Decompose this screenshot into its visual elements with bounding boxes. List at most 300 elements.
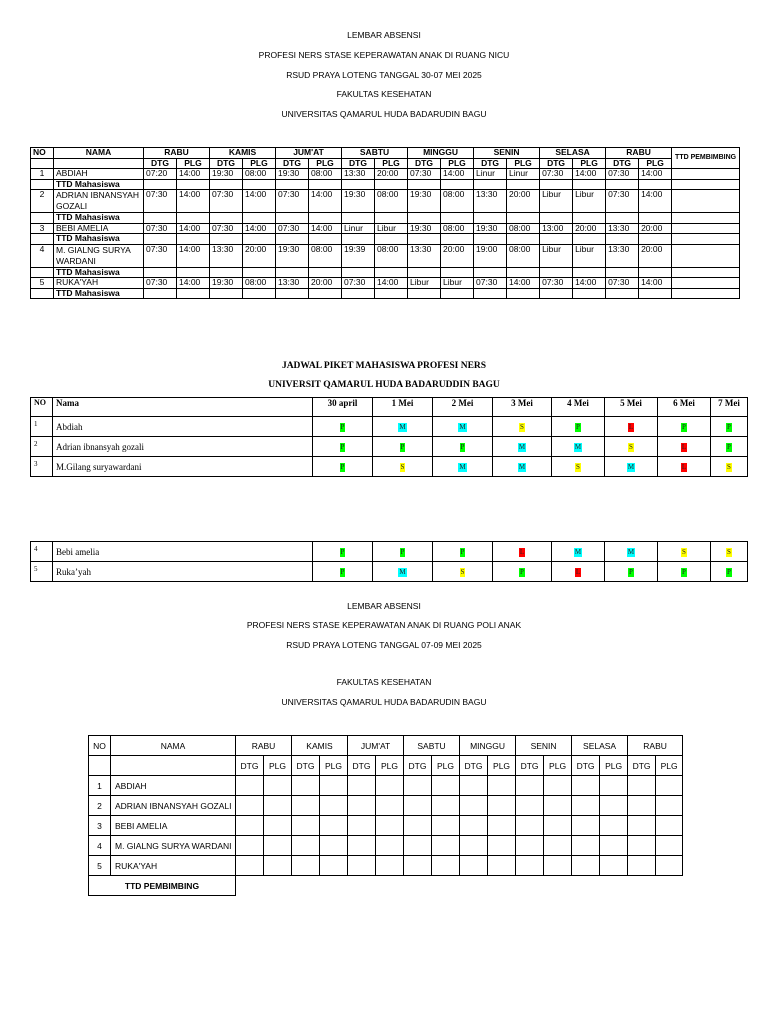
time-cell	[264, 776, 292, 796]
time-cell: 14:00	[309, 223, 342, 234]
shift-marker: P	[340, 548, 345, 556]
table-row	[31, 223, 740, 234]
shift-marker: M	[399, 568, 406, 576]
time-cell	[376, 816, 404, 836]
time-cell	[376, 836, 404, 856]
signature-cell	[210, 179, 243, 190]
signature-cell	[243, 288, 276, 299]
time-cell: 08:00	[507, 223, 540, 234]
time-cell	[376, 776, 404, 796]
shift-marker: S	[682, 548, 686, 556]
time-cell: 07:30	[276, 223, 309, 234]
plg-header: PLG	[573, 158, 606, 169]
signature-cell	[441, 288, 474, 299]
time-cell: 14:00	[573, 169, 606, 180]
shift-cell	[373, 457, 433, 477]
shift-marker: M	[627, 463, 635, 471]
shift-marker: P	[340, 423, 345, 431]
time-cell: 20:00	[375, 169, 408, 180]
shift-marker: L	[628, 423, 634, 431]
col-no-header: NO	[31, 148, 54, 159]
time-cell: 14:00	[507, 278, 540, 289]
shift-marker: P	[340, 568, 345, 576]
time-cell	[600, 856, 628, 876]
time-cell: Linur	[342, 223, 375, 234]
ttd-mahasiswa-label: TTD Mahasiswa	[54, 288, 144, 299]
col-no-header: NO	[89, 736, 111, 756]
time-cell: 14:00	[441, 169, 474, 180]
time-cell: 07:30	[606, 278, 639, 289]
signature-cell	[375, 213, 408, 224]
time-cell: 19:30	[408, 190, 441, 213]
shift-marker: S	[727, 548, 731, 556]
signature-cell	[573, 179, 606, 190]
signature-cell	[276, 267, 309, 278]
time-cell	[292, 836, 320, 856]
time-cell: 14:00	[177, 169, 210, 180]
signature-cell	[243, 213, 276, 224]
shift-cell	[711, 417, 748, 437]
time-cell	[320, 816, 348, 836]
time-cell	[488, 796, 516, 816]
date-header: 7 Mei	[711, 398, 748, 417]
time-cell: 20:00	[441, 244, 474, 267]
shift-cell	[313, 437, 373, 457]
time-cell: 14:00	[177, 223, 210, 234]
dtg-header: DTG	[144, 158, 177, 169]
student-name: ABDIAH	[111, 776, 236, 796]
blank-cell	[31, 213, 54, 224]
time-cell	[404, 856, 432, 876]
time-cell: 19:39	[342, 244, 375, 267]
footer-row	[89, 876, 683, 896]
time-cell: 07:30	[144, 244, 177, 267]
time-cell	[236, 816, 264, 836]
shift-cell	[552, 562, 605, 582]
time-cell	[348, 816, 376, 836]
col-name-header: NAMA	[111, 736, 236, 756]
shift-marker: S	[629, 443, 633, 451]
time-cell: 19:30	[342, 190, 375, 213]
signature-cell	[144, 267, 177, 278]
time-cell: Libur	[441, 278, 474, 289]
shift-marker: P	[520, 568, 524, 576]
table-row	[31, 542, 748, 562]
shift-marker: L	[575, 568, 581, 576]
shift-marker: P	[682, 423, 686, 431]
signature-cell	[507, 213, 540, 224]
signature-cell	[375, 179, 408, 190]
shift-cell	[711, 542, 748, 562]
time-cell: 14:00	[309, 190, 342, 213]
signature-cell	[144, 213, 177, 224]
time-cell	[460, 836, 488, 856]
time-cell: 14:00	[177, 278, 210, 289]
signature-cell	[309, 213, 342, 224]
time-cell: 07:30	[606, 190, 639, 213]
row-number: 5	[89, 856, 111, 876]
time-cell	[488, 856, 516, 876]
signature-cell	[639, 234, 672, 245]
signature-cell	[606, 288, 639, 299]
time-cell: 07:30	[144, 278, 177, 289]
shift-cell	[711, 457, 748, 477]
ttd-row	[31, 179, 740, 190]
shift-marker: M	[399, 423, 406, 431]
time-cell: 13:30	[342, 169, 375, 180]
time-cell	[460, 816, 488, 836]
time-cell	[460, 796, 488, 816]
student-name: BEBI AMELIA	[111, 816, 236, 836]
time-cell: 08:00	[375, 244, 408, 267]
time-cell	[628, 796, 656, 816]
signature-cell	[672, 213, 740, 224]
time-cell: 08:00	[243, 169, 276, 180]
signature-cell	[243, 234, 276, 245]
poli-title-4: FAKULTAS KESEHATAN	[336, 677, 432, 687]
table-row	[89, 776, 683, 796]
signature-cell	[672, 288, 740, 299]
signature-cell	[408, 179, 441, 190]
signature-cell	[309, 288, 342, 299]
ttd-mahasiswa-label: TTD Mahasiswa	[54, 267, 144, 278]
signature-cell	[672, 190, 740, 213]
shift-cell	[313, 562, 373, 582]
poli-title-3: RSUD PRAYA LOTENG TANGGAL 07-09 MEI 2025	[286, 640, 482, 650]
time-cell: 08:00	[309, 169, 342, 180]
dtg-header: DTG	[210, 158, 243, 169]
shift-marker: S	[460, 568, 465, 576]
signature-cell	[441, 179, 474, 190]
time-cell	[376, 796, 404, 816]
time-cell	[432, 816, 460, 836]
time-cell	[572, 796, 600, 816]
shift-cell	[373, 542, 433, 562]
time-cell: 07:30	[210, 190, 243, 213]
signature-cell	[276, 234, 309, 245]
plg-header: PLG	[243, 158, 276, 169]
time-cell: 20:00	[309, 278, 342, 289]
signature-cell	[144, 234, 177, 245]
date-header: 1 Mei	[373, 398, 433, 417]
dtg-header: DTG	[460, 756, 488, 776]
shift-marker: P	[727, 443, 731, 451]
time-cell: 20:00	[639, 244, 672, 267]
shift-cell	[493, 457, 552, 477]
time-cell	[292, 776, 320, 796]
row-number: 1	[31, 417, 53, 437]
time-cell	[376, 856, 404, 876]
shift-cell	[552, 542, 605, 562]
time-cell	[264, 856, 292, 876]
plg-header: PLG	[656, 756, 683, 776]
time-cell: 14:00	[375, 278, 408, 289]
shift-cell	[373, 562, 433, 582]
time-cell	[264, 836, 292, 856]
signature-cell	[507, 267, 540, 278]
time-cell: 20:00	[243, 244, 276, 267]
signature-cell	[408, 234, 441, 245]
dtg-header: DTG	[572, 756, 600, 776]
ttd-row	[31, 288, 740, 299]
row-number: 4	[89, 836, 111, 856]
time-cell: 19:30	[276, 169, 309, 180]
time-cell: 07:20	[144, 169, 177, 180]
time-cell	[572, 816, 600, 836]
nicu-title-1: LEMBAR ABSENSI	[347, 30, 421, 40]
time-cell	[348, 776, 376, 796]
signature-cell	[276, 288, 309, 299]
signature-cell	[507, 288, 540, 299]
shift-cell	[373, 437, 433, 457]
signature-cell	[177, 179, 210, 190]
dtg-header: DTG	[342, 158, 375, 169]
student-name: Adrian ibnansyah gozali	[53, 437, 313, 457]
time-cell: 19:30	[474, 223, 507, 234]
shift-marker: L	[519, 548, 525, 556]
day-header: SABTU	[404, 736, 460, 756]
dtg-header: DTG	[628, 756, 656, 776]
time-cell	[404, 816, 432, 836]
dtg-header: DTG	[276, 158, 309, 169]
signature-cell	[144, 288, 177, 299]
student-name: M. GIALNG SURYA WARDANI	[54, 244, 144, 267]
piket-schedule-table-continued	[30, 541, 748, 582]
signature-cell	[309, 179, 342, 190]
time-cell	[264, 816, 292, 836]
time-cell: 14:00	[639, 169, 672, 180]
time-cell	[656, 796, 683, 816]
shift-marker: S	[520, 423, 524, 431]
plg-header: PLG	[639, 158, 672, 169]
time-cell: 07:30	[342, 278, 375, 289]
time-cell: 14:00	[639, 278, 672, 289]
shift-cell	[433, 457, 493, 477]
time-cell: Linur	[474, 169, 507, 180]
nicu-title-5: UNIVERSITAS QAMARUL HUDA BADARUDIN BAGU	[281, 109, 487, 119]
plg-header: PLG	[507, 158, 540, 169]
time-cell: 07:30	[276, 190, 309, 213]
nicu-title-3: RSUD PRAYA LOTENG TANGGAL 30-07 MEI 2025	[286, 70, 482, 80]
time-cell	[488, 816, 516, 836]
table-row	[31, 169, 740, 180]
signature-cell	[177, 267, 210, 278]
signature-cell	[342, 267, 375, 278]
time-cell: 07:30	[474, 278, 507, 289]
poli-title-5: UNIVERSITAS QAMARUL HUDA BADARUDIN BAGU	[281, 697, 487, 707]
signature-cell	[342, 213, 375, 224]
time-cell	[320, 776, 348, 796]
time-cell	[236, 796, 264, 816]
plg-header: PLG	[488, 756, 516, 776]
time-cell: Libur	[408, 278, 441, 289]
time-cell	[432, 836, 460, 856]
plg-header: PLG	[309, 158, 342, 169]
date-header: 5 Mei	[605, 398, 658, 417]
signature-cell	[606, 213, 639, 224]
signature-cell	[177, 288, 210, 299]
time-cell	[628, 836, 656, 856]
time-cell	[264, 796, 292, 816]
time-cell: 20:00	[639, 223, 672, 234]
time-cell	[656, 776, 683, 796]
student-name: M.Gilang suryawardani	[53, 457, 313, 477]
time-cell	[628, 776, 656, 796]
time-cell: 07:30	[408, 169, 441, 180]
time-cell	[544, 816, 572, 836]
time-cell	[572, 856, 600, 876]
shift-cell	[605, 437, 658, 457]
time-cell: 08:00	[441, 223, 474, 234]
time-cell	[432, 856, 460, 876]
date-header: 4 Mei	[552, 398, 605, 417]
dtg-header: DTG	[348, 756, 376, 776]
plg-header: PLG	[320, 756, 348, 776]
date-header: 30 april	[313, 398, 373, 417]
time-cell	[432, 796, 460, 816]
signature-cell	[672, 234, 740, 245]
time-cell: 07:30	[144, 223, 177, 234]
ttd-mahasiswa-label: TTD Mahasiswa	[54, 213, 144, 224]
student-name: ADRIAN IBNANSYAH GOZALI	[54, 190, 144, 213]
day-header: RABU	[236, 736, 292, 756]
signature-cell	[540, 234, 573, 245]
shift-marker: P	[460, 443, 465, 451]
shift-marker: P	[400, 443, 405, 451]
signature-cell	[342, 179, 375, 190]
plg-header: PLG	[375, 158, 408, 169]
ttd-mahasiswa-label: TTD Mahasiswa	[54, 234, 144, 245]
shift-cell	[493, 562, 552, 582]
time-cell	[460, 856, 488, 876]
student-name: RUKA'YAH	[111, 856, 236, 876]
time-cell: 14:00	[177, 190, 210, 213]
shift-marker: P	[576, 423, 580, 431]
time-cell	[432, 776, 460, 796]
student-name: Ruka’yah	[53, 562, 313, 582]
time-cell: 08:00	[507, 244, 540, 267]
shift-cell	[552, 437, 605, 457]
time-cell	[572, 776, 600, 796]
ttd-row	[31, 234, 740, 245]
signature-cell	[243, 267, 276, 278]
poli-attendance-table	[88, 735, 683, 896]
time-cell	[544, 836, 572, 856]
signature-cell	[672, 278, 740, 289]
time-cell	[572, 836, 600, 856]
time-cell: 19:30	[408, 223, 441, 234]
signature-cell	[639, 213, 672, 224]
dtg-header: DTG	[540, 158, 573, 169]
poli-title-1: LEMBAR ABSENSI	[347, 601, 421, 611]
dtg-header: DTG	[408, 158, 441, 169]
time-cell	[348, 856, 376, 876]
shift-cell	[433, 417, 493, 437]
row-number: 2	[89, 796, 111, 816]
student-name: ABDIAH	[54, 169, 144, 180]
time-cell: 08:00	[309, 244, 342, 267]
time-cell: 07:30	[210, 223, 243, 234]
table-row	[31, 562, 748, 582]
signature-cell	[672, 267, 740, 278]
shift-marker: P	[340, 443, 345, 451]
time-cell	[292, 856, 320, 876]
signature-cell	[210, 213, 243, 224]
ttd-pembimbing-label: TTD PEMBIMBING	[89, 876, 236, 896]
student-name: Abdiah	[53, 417, 313, 437]
shift-marker: P	[727, 423, 731, 431]
dtg-header: DTG	[404, 756, 432, 776]
shift-marker: M	[518, 463, 526, 471]
shift-marker: P	[340, 463, 345, 471]
signature-cell	[342, 288, 375, 299]
time-cell	[600, 816, 628, 836]
dtg-header: DTG	[236, 756, 264, 776]
shift-marker: P	[400, 548, 405, 556]
time-cell: Libur	[375, 223, 408, 234]
time-cell: 13:30	[210, 244, 243, 267]
blank-cell	[31, 234, 54, 245]
row-number: 1	[89, 776, 111, 796]
signature-cell	[573, 267, 606, 278]
time-cell: 13:00	[540, 223, 573, 234]
shift-cell	[605, 457, 658, 477]
row-number: 3	[89, 816, 111, 836]
shift-marker: S	[400, 463, 405, 471]
plg-header: PLG	[441, 158, 474, 169]
time-cell	[320, 856, 348, 876]
subheader-row	[89, 756, 683, 776]
time-cell	[656, 816, 683, 836]
date-header: 3 Mei	[493, 398, 552, 417]
header-row	[31, 148, 740, 159]
shift-cell	[605, 417, 658, 437]
dtg-header: DTG	[474, 158, 507, 169]
signature-cell	[375, 234, 408, 245]
table-row	[31, 244, 740, 267]
time-cell: 07:30	[540, 169, 573, 180]
time-cell	[516, 796, 544, 816]
col-no-header: NO	[31, 398, 53, 417]
time-cell: 14:00	[177, 244, 210, 267]
time-cell: 14:00	[243, 223, 276, 234]
signature-cell	[606, 179, 639, 190]
time-cell	[628, 816, 656, 836]
ttd-row	[31, 267, 740, 278]
time-cell: 14:00	[639, 190, 672, 213]
day-header: MINGGU	[460, 736, 516, 756]
plg-header: PLG	[376, 756, 404, 776]
signature-cell	[309, 267, 342, 278]
time-cell	[516, 816, 544, 836]
piket-schedule-table	[30, 397, 748, 477]
shift-cell	[493, 542, 552, 562]
time-cell	[516, 776, 544, 796]
blank-cell	[31, 267, 54, 278]
plg-header: PLG	[544, 756, 572, 776]
signature-cell	[474, 213, 507, 224]
row-number: 1	[31, 169, 54, 180]
time-cell: Linur	[507, 169, 540, 180]
time-cell	[600, 776, 628, 796]
row-number: 5	[31, 562, 53, 582]
dtg-header: DTG	[606, 158, 639, 169]
time-cell: 07:30	[144, 190, 177, 213]
row-number: 5	[31, 278, 54, 289]
signature-cell	[474, 267, 507, 278]
table-row	[31, 278, 740, 289]
shift-cell	[433, 437, 493, 457]
